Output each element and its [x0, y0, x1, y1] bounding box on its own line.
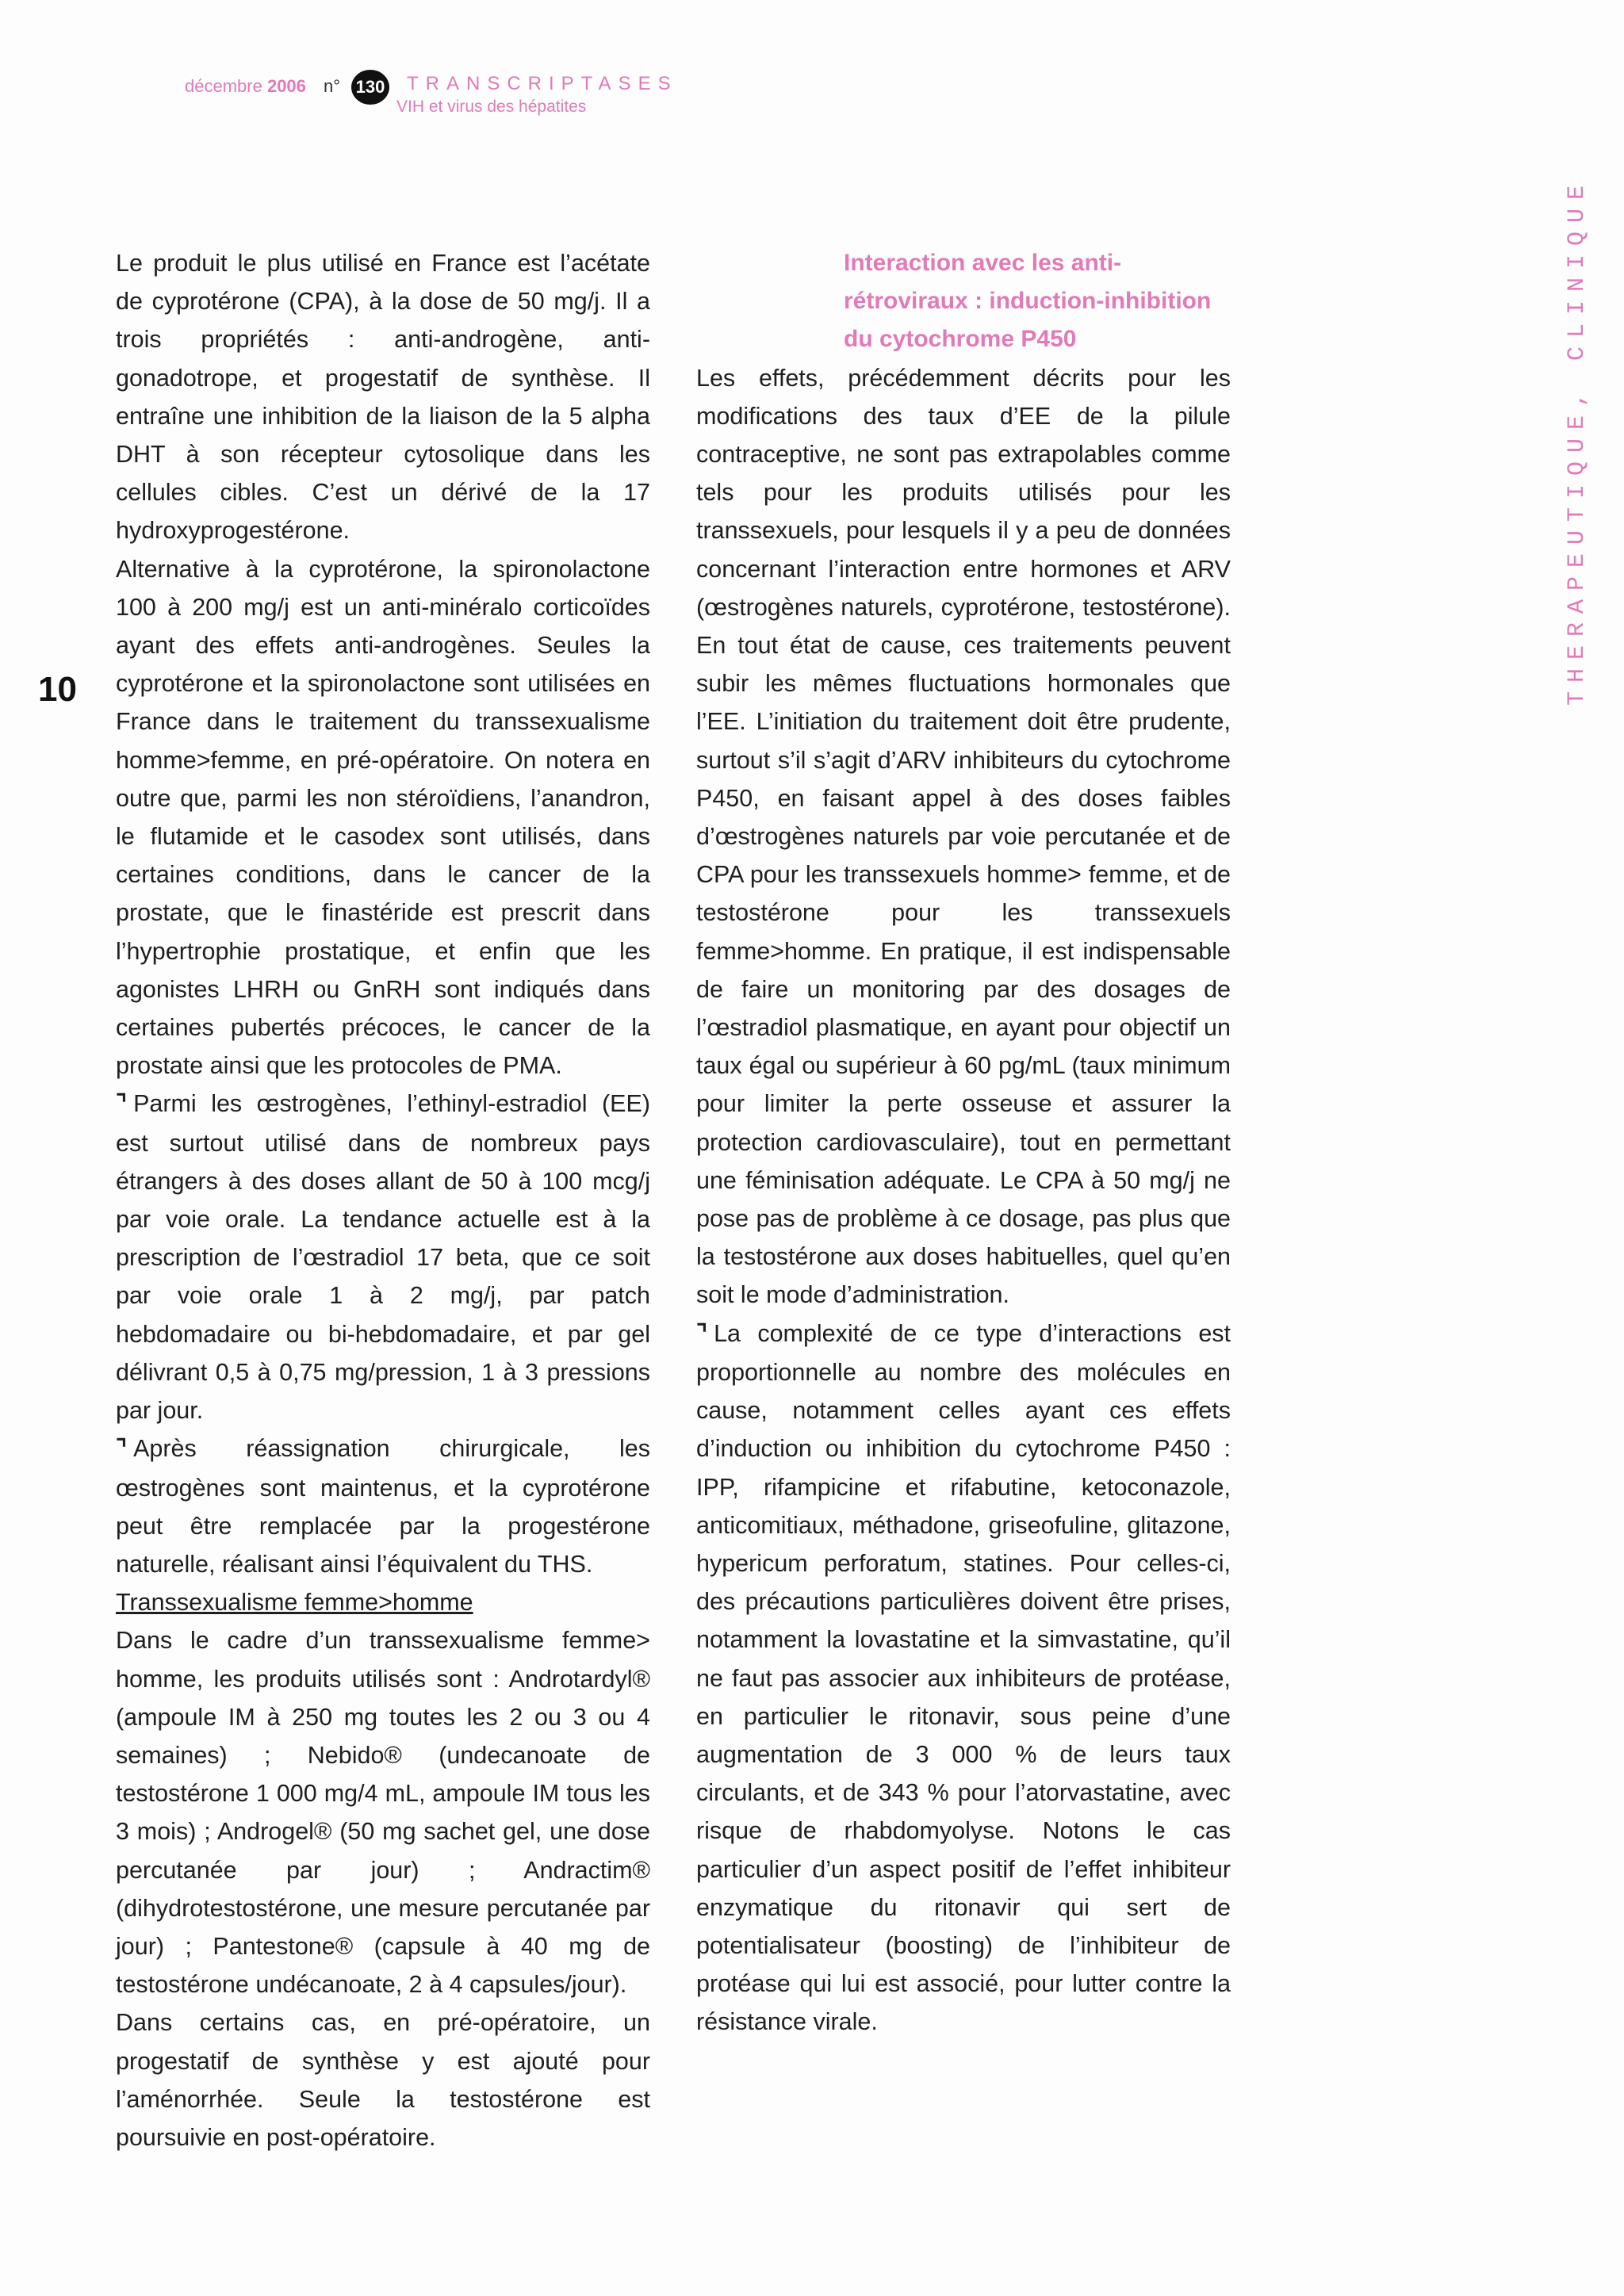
- paragraph: ⌝ Parmi les œstrogènes, l’ethinyl-estradiol (EE) est surtout utilisé dans de nombreux pays étrangers à des doses allant de 50 à 100 mcg/j par voie orale. La tendance actuelle est à la prescription de l’œstradiol 17 beta, que ce soit par voie orale 1 à 2 mg/j, par patch hebdomadaire ou bi-hebdomadaire, et par gel délivrant 0,5 à 0,75 mg/pression, 1 à 3 pressions par jour.: [116, 1090, 650, 1425]
- page-number: 10: [38, 670, 77, 709]
- left-column: [116, 244, 650, 2156]
- issue-label: n°: [324, 76, 341, 96]
- right-column: [696, 244, 1231, 2042]
- paragraph: Alternative à la cyprotérone, la spironolactone 100 à 200 mg/j est un anti-minéralo corticoïdes ayant des effets anti-androgènes. Seules la cyprotérone et la spironolactone sont utilisées en France dans le traitement du transsexualisme homme>femme, en pré-opératoire. On notera en outre que, parmi les non stéroïdiens, l’anandron, le flutamide et le casodex sont utilisés, dans certaines conditions, dans le cancer de la prostate, que le finastéride est prescrit dans l’hypertrophie prostatique, et enfin que les agonistes LHRH ou GnRH sont indiqués dans certaines pubertés précoces, le cancer de la prostate ainsi que les protocoles de PMA.: [116, 555, 650, 1080]
- issue-date: décembre 2006: [185, 76, 306, 96]
- bullet-mark-icon: ⌝: [696, 1320, 708, 1347]
- paragraph: ⌝ La complexité de ce type d’interactions est proportionnelle au nombre des molécules en cause, notamment celles ayant ces effets d’induction ou inhibition du cytochrome P450 : IPP, rifampicine et rifabutine, ketoconazole, anticomitiaux, méthadone, griseofuline, glitazone, hypericum perforatum, statines. Pour celles-ci, des précautions particulières doivent être prises, notamment la lovastatine et la simvastatine, qu’il ne faut pas associer aux inhibiteurs de protéase, en particulier le ritonavir, sous peine d’une augmentation de 3 000 % de leurs taux circulants, et de 343 % pour l’atorvastatine, avec risque de rhabdomyolyse. Notons le cas particulier d’un aspect positif de l’effet inhibiteur enzymatique du ritonavir qui sert de potentialisateur (boosting) de l’inhibiteur de protéase qui lui est associé, pour lutter contre la résistance virale.: [696, 1319, 1231, 2036]
- paragraph: Dans certains cas, en pré-opératoire, un progestatif de synthèse y est ajouté pour l’aménorrhée. Seule la testostérone est poursuivie en post-opératoire.: [116, 2009, 650, 2151]
- paragraph: ⌝ Après réassignation chirurgicale, les œstrogènes sont maintenus, et la cyprotérone peut être remplacée par la progestérone naturelle, réalisant ainsi l’équivalent du THS.: [116, 1435, 650, 1578]
- bullet-mark-icon: ⌝: [116, 1091, 128, 1118]
- paragraph: Les effets, précédemment décrits pour les modifications des taux d’EE de la pilule contraceptive, ne sont pas extrapolables comme tels pour les produits utilisés pour les transsexuels, pour lesquels il y a peu de données concernant l’interaction entre hormones et ARV (œstrogènes naturels, cyprotérone, testostérone). En tout état de cause, ces traitements peuvent subir les mêmes fluctuations hormonales que l’EE. L’initiation du traitement doit être prudente, surtout s’il s’agit d’ARV inhibiteurs du cytochrome P450, en faisant appel à des doses faibles d’œstrogènes naturels par voie percutanée et de CPA pour les transsexuels homme> femme, et de testostérone pour les transsexuels femme>homme. En pratique, il est indispensable de faire un monitoring par des dosages de l’œstradiol plasmatique, en ayant pour objectif un taux égal ou supérieur à 60 pg/mL (taux minimum pour limiter la perte osseuse et assurer la protection cardiovasculaire), tout en permettant une féminisation adéquate. Le CPA à 50 mg/j ne pose pas de problème à ce dosage, pas plus que la testostérone aux doses habituelles, quel qu’en soit le mode d’administration.: [696, 364, 1231, 1309]
- journal-title: TRANSCRIPTASES: [407, 73, 678, 94]
- issue-number-badge: 130: [351, 70, 389, 105]
- bullet-mark-icon: ⌝: [116, 1436, 128, 1463]
- subheading: Transsexualisme femme>homme: [116, 1589, 473, 1617]
- section-heading: Interaction avec les anti-rétroviraux : induction-inhibition du cytochrome P450: [844, 250, 1212, 353]
- section-vertical-title: THERAPEUTIQUE, CLINIQUE: [1564, 176, 1591, 706]
- paragraph: Dans le cadre d’un transsexualisme femme> homme, les produits utilisés sont : Androtardyl® (ampoule IM à 250 mg toutes les 2 ou 3 ou 4 semaines) ; Nebido® (undecanoate de testostérone 1 000 mg/4 mL, ampoule IM tous les 3 mois) ; Androgel® (50 mg sachet gel, une dose percutanée par jour) ; Andractim® (dihydrotestostérone, une mesure percutanée par jour) ; Pantestone® (capsule à 40 mg de testostérone undécanoate, 2 à 4 capsules/jour).: [116, 1627, 650, 1999]
- journal-subtitle: VIH et virus des hépatites: [396, 98, 587, 116]
- paragraph: Le produit le plus utilisé en France est l’acétate de cyprotérone (CPA), à la dose de 50 mg/j. Il a trois propriétés : anti-androgène, anti-gonadotrope, et progestatif de synthèse. Il entraîne une inhibition de la liaison de la 5 alpha DHT à son récepteur cytosolique dans les cellules cibles. C’est un dérivé de la 17 hydroxyprogestérone.: [116, 250, 650, 545]
